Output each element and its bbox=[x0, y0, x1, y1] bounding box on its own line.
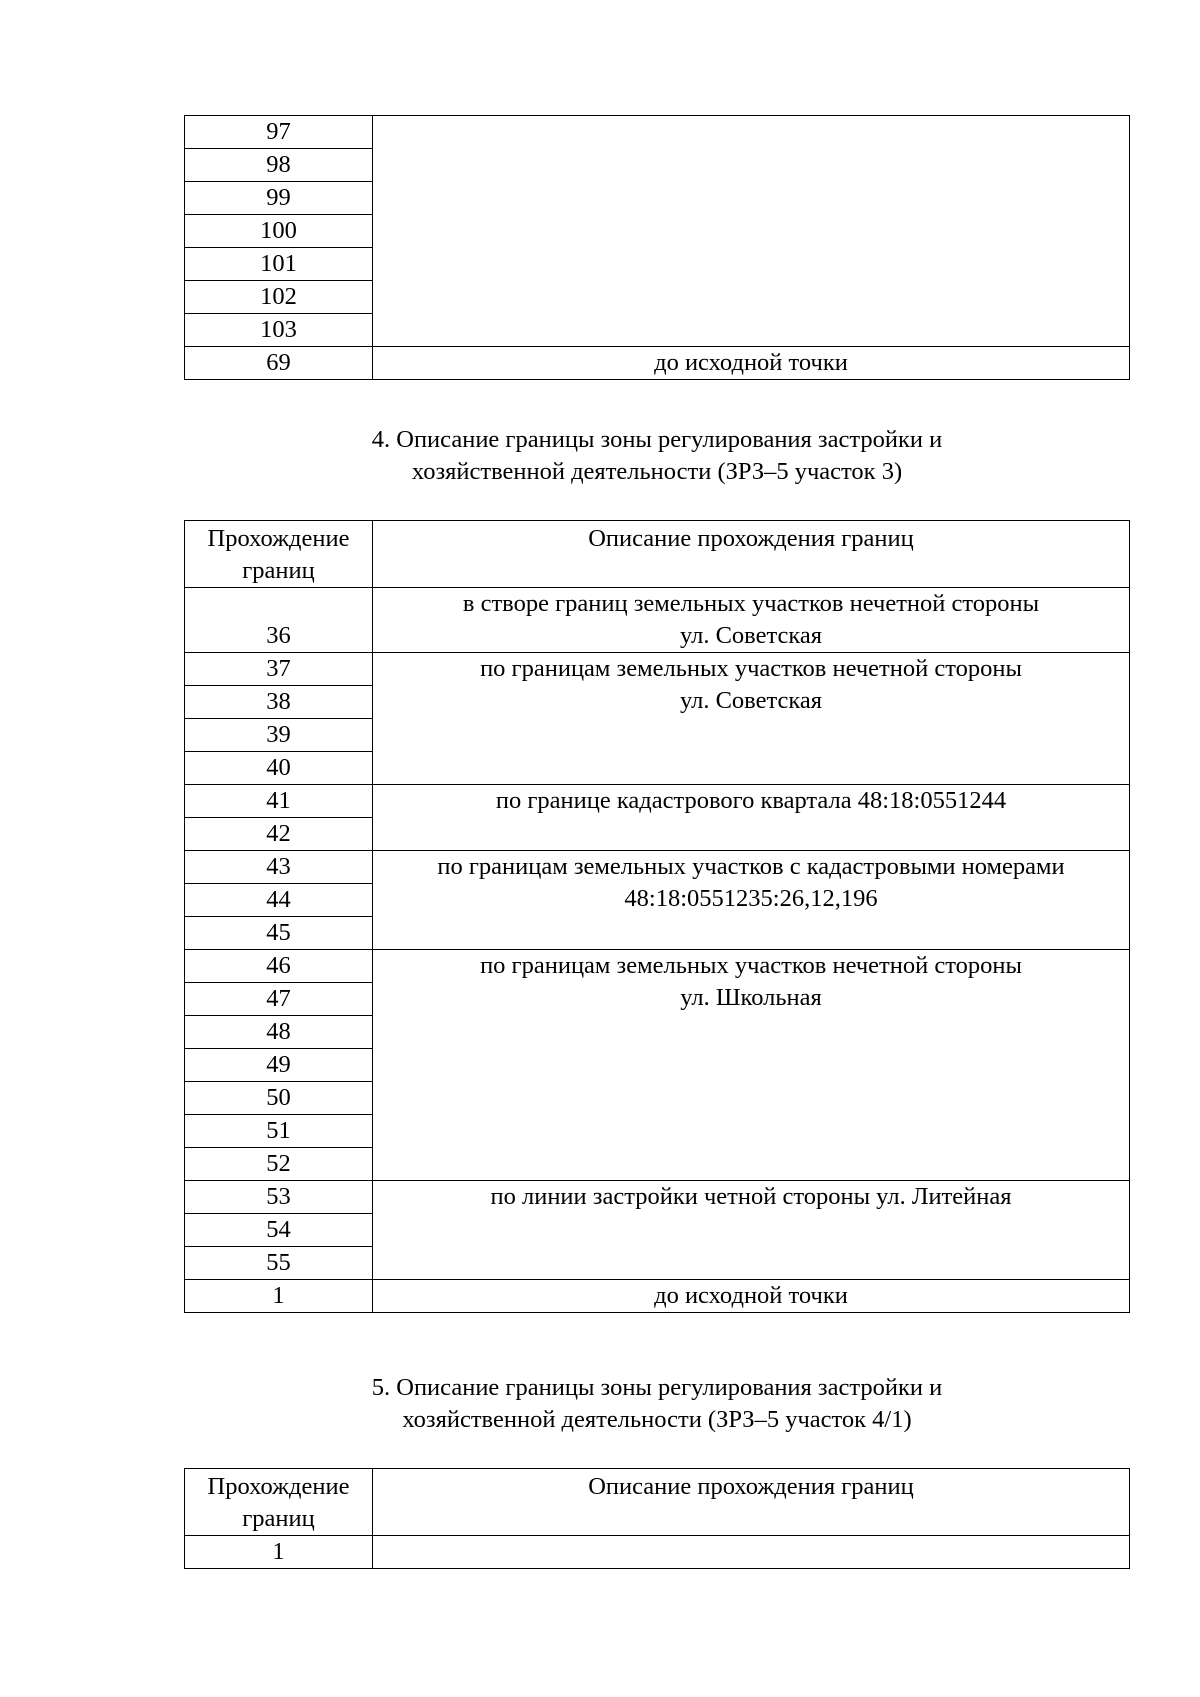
description-line: ул. Школьная bbox=[680, 984, 822, 1011]
section-5-title bbox=[184, 1372, 1130, 1436]
continuation-table bbox=[184, 115, 1130, 380]
point-number: 47 bbox=[185, 983, 373, 1016]
point-number: 102 bbox=[185, 281, 373, 314]
point-number: 98 bbox=[185, 149, 373, 182]
header-col-passage-line2: границ bbox=[242, 1505, 315, 1532]
point-number: 49 bbox=[185, 1049, 373, 1082]
description-line: по линии застройки четной стороны ул. Литейная bbox=[490, 1183, 1012, 1210]
section-4-table bbox=[184, 520, 1130, 1313]
table-row bbox=[185, 653, 1130, 686]
table-row bbox=[185, 950, 1130, 983]
point-number: 38 bbox=[185, 686, 373, 719]
table-header-row bbox=[185, 1469, 1130, 1536]
table-row bbox=[185, 116, 1130, 149]
description-line: в створе границ земельных участков нечетной стороны bbox=[462, 590, 1040, 617]
point-number: 46 bbox=[185, 950, 373, 983]
point-number: 52 bbox=[185, 1148, 373, 1181]
section-4-title-line2: хозяйственной деятельности (ЗРЗ–5 участок 3) bbox=[411, 458, 903, 485]
header-col-passage-line1: Прохождение bbox=[207, 525, 350, 552]
point-number: 40 bbox=[185, 752, 373, 785]
description-cell bbox=[373, 950, 1130, 1181]
table-header-row bbox=[185, 521, 1130, 588]
header-col-passage-line1: Прохождение bbox=[207, 1473, 350, 1500]
section-5-title-line2: хозяйственной деятельности (ЗРЗ–5 участок 4/1) bbox=[402, 1406, 912, 1433]
table-row bbox=[185, 588, 1130, 653]
point-number: 99 bbox=[185, 182, 373, 215]
point-number: 36 bbox=[185, 588, 373, 653]
description-line: 48:18:0551235:26,12,196 bbox=[624, 885, 878, 912]
point-number: 1 bbox=[185, 1280, 373, 1313]
description-cell bbox=[373, 785, 1130, 851]
point-number: 54 bbox=[185, 1214, 373, 1247]
point-number: 37 bbox=[185, 653, 373, 686]
point-number: 55 bbox=[185, 1247, 373, 1280]
point-number: 53 bbox=[185, 1181, 373, 1214]
table-row bbox=[185, 1536, 1130, 1569]
table-row bbox=[185, 851, 1130, 884]
description-line: ул. Советская bbox=[679, 622, 823, 649]
point-number: 69 bbox=[185, 347, 373, 380]
description-cell bbox=[373, 1536, 1130, 1569]
description-cell bbox=[373, 1181, 1130, 1280]
header-col-description: Описание прохождения границ bbox=[373, 1469, 1130, 1536]
point-number: 100 bbox=[185, 215, 373, 248]
table-row bbox=[185, 347, 1130, 380]
header-col-description: Описание прохождения границ bbox=[373, 521, 1130, 588]
point-number: 103 bbox=[185, 314, 373, 347]
point-number: 39 bbox=[185, 719, 373, 752]
section-5-table bbox=[184, 1468, 1130, 1569]
point-number: 44 bbox=[185, 884, 373, 917]
point-number: 45 bbox=[185, 917, 373, 950]
description-cell bbox=[373, 588, 1130, 653]
description-cell bbox=[373, 851, 1130, 950]
header-col-passage bbox=[185, 1469, 373, 1536]
point-number: 51 bbox=[185, 1115, 373, 1148]
description-line: по границе кадастрового квартала 48:18:0551244 bbox=[495, 787, 1007, 814]
description-line: по границам земельных участков с кадастровыми номерами bbox=[437, 853, 1065, 880]
point-number: 97 bbox=[185, 116, 373, 149]
point-number: 1 bbox=[185, 1536, 373, 1569]
point-number: 42 bbox=[185, 818, 373, 851]
section-4-title bbox=[184, 424, 1130, 488]
description-line: по границам земельных участков нечетной стороны bbox=[480, 952, 1022, 979]
section-5-title-line1: 5. Описание границы зоны регулирования застройки и bbox=[371, 1374, 943, 1401]
table-row bbox=[185, 1181, 1130, 1214]
description-line: по границам земельных участков нечетной стороны bbox=[480, 655, 1022, 682]
header-col-passage bbox=[185, 521, 373, 588]
point-number: 41 bbox=[185, 785, 373, 818]
point-number: 48 bbox=[185, 1016, 373, 1049]
description-cell: до исходной точки bbox=[373, 347, 1130, 380]
description-cell bbox=[373, 653, 1130, 785]
header-col-passage-line2: границ bbox=[242, 557, 315, 584]
table-row bbox=[185, 1280, 1130, 1313]
table-row bbox=[185, 785, 1130, 818]
description-cell: до исходной точки bbox=[373, 1280, 1130, 1313]
point-number: 50 bbox=[185, 1082, 373, 1115]
section-4-title-line1: 4. Описание границы зоны регулирования застройки и bbox=[371, 426, 943, 453]
point-number: 101 bbox=[185, 248, 373, 281]
point-number: 43 bbox=[185, 851, 373, 884]
description-cell bbox=[373, 116, 1130, 347]
description-line: ул. Советская bbox=[679, 687, 823, 714]
